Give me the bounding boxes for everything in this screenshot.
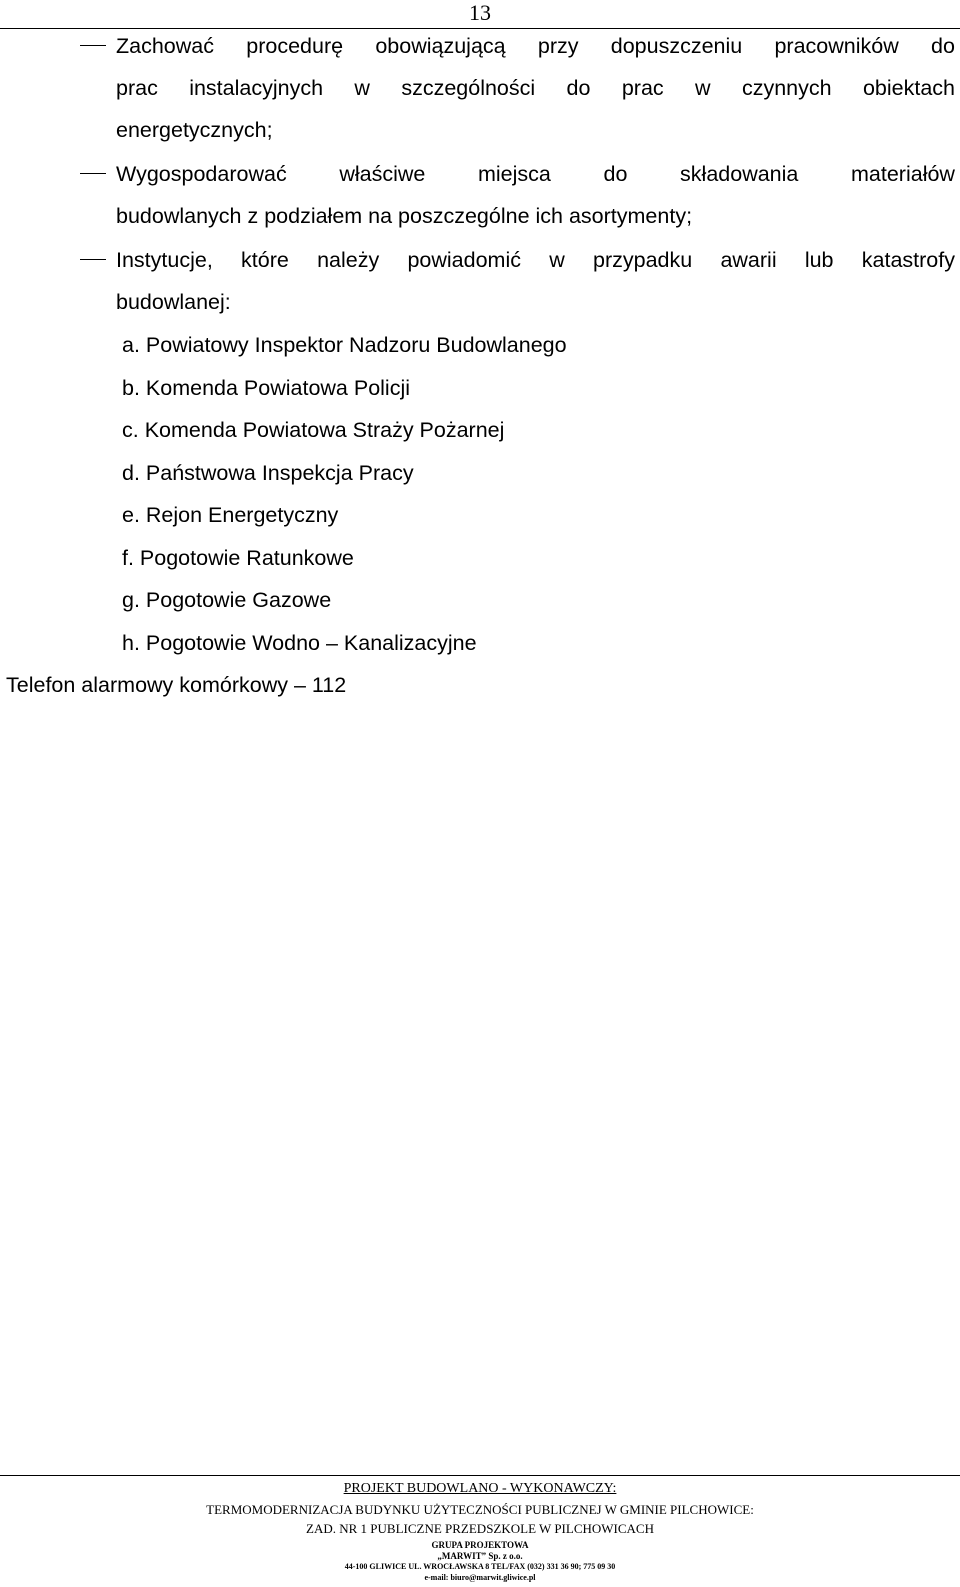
word: składowania [680, 162, 799, 186]
bullet-dash-icon [80, 173, 106, 174]
header-rule [0, 28, 960, 29]
footer-task: ZAD. NR 1 PUBLICZNE PRZEDSZKOLE W PILCHOWICACH [306, 1521, 654, 1536]
word: pracowników [774, 34, 899, 58]
emergency-phone: Telefon alarmowy komórkowy – 112 [6, 673, 347, 697]
bullet-3-line-1 [116, 247, 955, 273]
word: właściwe [339, 162, 426, 186]
word: w [354, 76, 370, 100]
bullet-2-line-2: budowlanych z podziałem na poszczególne ich asortymenty; [116, 204, 693, 228]
word: katastrofy [861, 248, 955, 272]
word: Zachować [116, 34, 214, 58]
bullet-1-line-2 [116, 75, 955, 101]
institution-item: b. Komenda Powiatowa Policji [122, 376, 411, 400]
word: przypadku [593, 248, 693, 272]
footer-rule [0, 1475, 960, 1476]
footer-company: „MARWIT” Sp. z o.o. [437, 1551, 523, 1561]
footer-address: 44-100 GLIWICE UL. WROCŁAWSKA 8 TEL/FAX (032) 331 36 90; 775 09 30 [344, 1562, 616, 1571]
institution-item: h. Pogotowie Wodno – Kanalizacyjne [122, 631, 477, 655]
word: w [695, 76, 711, 100]
bullet-2-line-1 [116, 161, 955, 187]
footer-project-title: PROJEKT BUDOWLANO - WYKONAWCZY: [343, 1481, 617, 1496]
word: dopuszczeniu [610, 34, 743, 58]
institution-item: f. Pogotowie Ratunkowe [122, 546, 354, 570]
word: do [603, 162, 628, 186]
institution-item: d. Państwowa Inspekcja Pracy [122, 461, 414, 485]
word: obiektach [862, 76, 955, 100]
word: które [241, 248, 289, 272]
footer-group: GRUPA PROJEKTOWA [431, 1540, 529, 1550]
page-number: 13 [469, 0, 491, 25]
word: do [931, 34, 955, 58]
word: należy [317, 248, 380, 272]
word: awarii [720, 248, 777, 272]
word: czynnych [741, 76, 832, 100]
word: Wygospodarować [116, 162, 287, 186]
institution-item: e. Rejon Energetyczny [122, 503, 339, 527]
word: szczególności [401, 76, 536, 100]
word: prac [621, 76, 664, 100]
institution-item: a. Powiatowy Inspektor Nadzoru Budowlanego [122, 333, 567, 357]
word: Instytucje, [116, 248, 213, 272]
bullet-1-line-1 [116, 33, 955, 59]
word: przy [537, 34, 579, 58]
footer-email: e-mail: biuro@marwit.gliwice.pl [424, 1573, 536, 1582]
word: miejsca [477, 162, 551, 186]
bullet-dash-icon [80, 259, 106, 260]
word: do [566, 76, 591, 100]
word: lub [804, 248, 834, 272]
institution-item: c. Komenda Powiatowa Straży Pożarnej [122, 418, 505, 442]
word: prac [116, 76, 158, 100]
institution-item: g. Pogotowie Gazowe [122, 588, 332, 612]
bullet-3-line-2: budowlanej: [116, 290, 231, 314]
word: powiadomić [407, 248, 521, 272]
bullet-1-line-3: energetycznych; [116, 118, 273, 142]
word: instalacyjnych [189, 76, 324, 100]
bullet-dash-icon [80, 45, 106, 46]
word: obowiązującą [375, 34, 506, 58]
word: procedurę [246, 34, 344, 58]
footer-project-name: TERMOMODERNIZACJA BUDYNKU UŻYTECZNOŚCI PUBLICZNEJ W GMINIE PILCHOWICE: [206, 1502, 754, 1517]
word: w [549, 248, 565, 272]
word: materiałów [851, 162, 955, 186]
